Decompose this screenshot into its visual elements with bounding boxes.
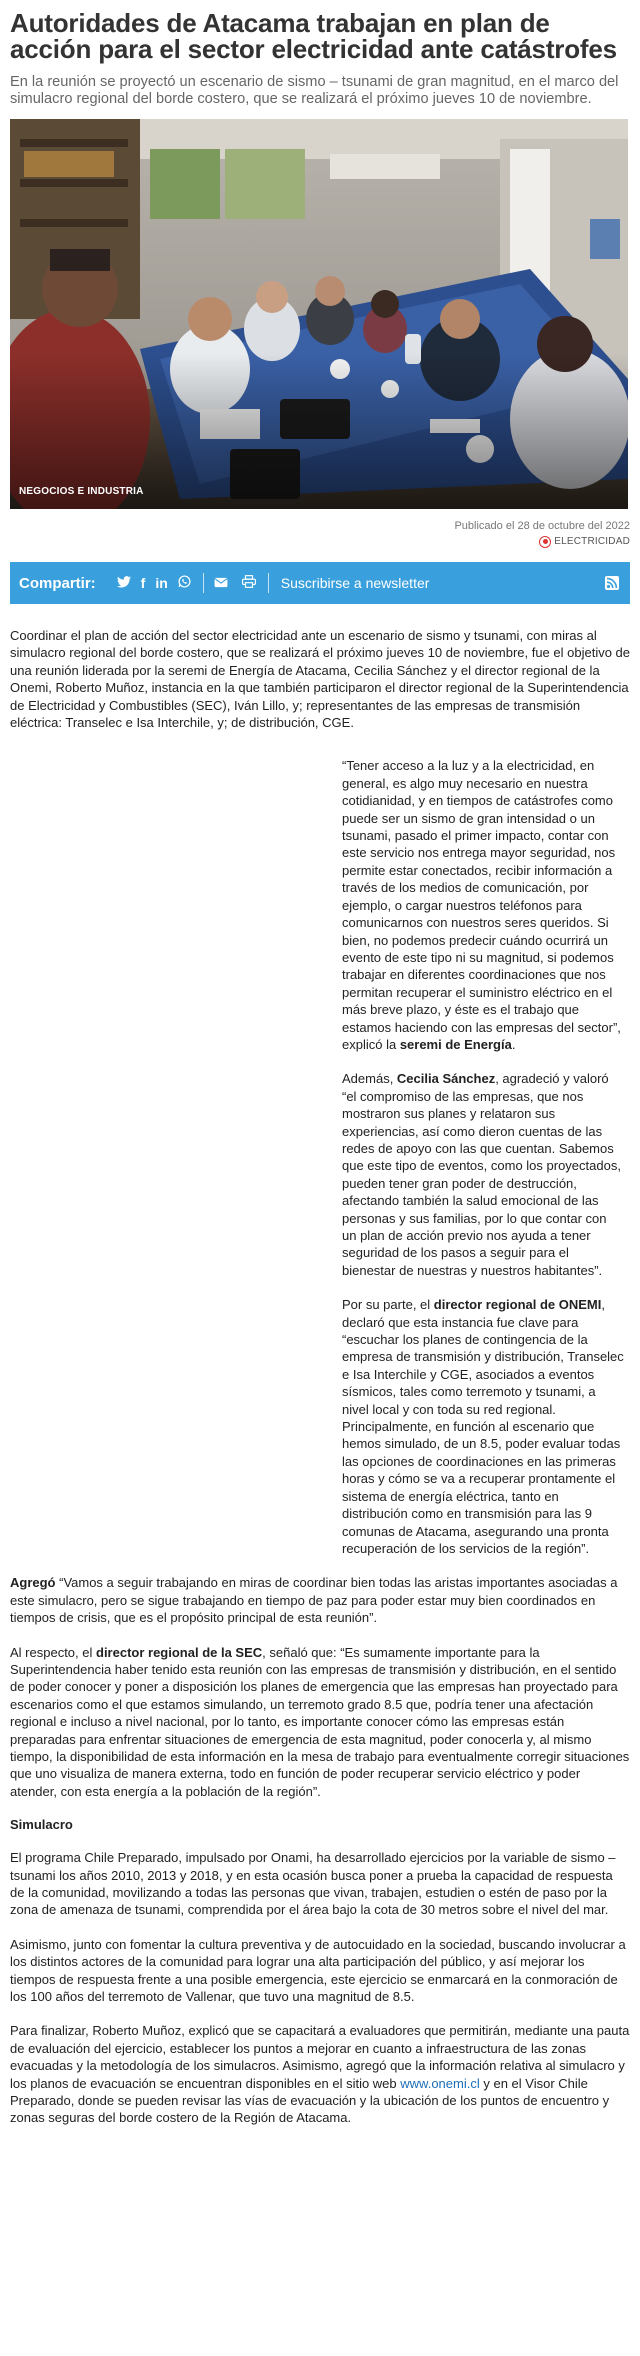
quote-3-text: , declaró que esta instancia fue clave para “escuchar los planes de contingencia de la empresa de transmisión y distribución, Transelec e Isa Interchile y CGE, asociados a eventos sísmicos, tales como terremoto y tsunami, a nivel local y con toda su red regional. Principalmente, en función al escenario que hemos simulado, de un 8.5, poder evaluar todas las opciones de coordinaciones en las primeras horas y cómo se va a recuperar prontamente el sistema de energía eléctrica, tanto en distribución como en transmisión para las 9 comunas de Atacama, asegurando una pronta recuperación de los servicios de la región”. bbox=[342, 1297, 624, 1556]
electricity-category-icon bbox=[539, 536, 551, 548]
quote-3-start: Por su parte, el bbox=[342, 1297, 434, 1313]
quote-2-text: , agradeció y valoró “el compromiso de las empresas, que nos mostraron sus planes y relataron sus experiencias, así como dieron cuentas de las redes de apoyo con las que cuentan. Sabemos que este tipo de eventos, como los proyectados, pueden tener gran poder de destrucción, afectando también la salud emocional de las personas y sus familias, por lo que contar con un plan de acción previo nos ayuda a tener seguridad de los pasos a seguir para el bienestar de nuestras y nuestros habitantes”. bbox=[342, 1071, 621, 1278]
section-title-simulacro: Simulacro bbox=[10, 1817, 73, 1833]
paragraph-agrego bbox=[10, 1574, 630, 1626]
quote-1-end: . bbox=[511, 1036, 516, 1052]
newsletter-link[interactable]: Suscribirse a newsletter bbox=[280, 575, 430, 591]
quote-column bbox=[342, 757, 624, 1557]
paragraph-final-end: y en el Visor Chile Preparado, donde se pueden revisar las vías de evacuación y la ubicación de los puntos de encuentro y zonas seguras del borde costero de la Región de Atacama. bbox=[10, 2075, 610, 2126]
quote-3-speaker: director regional de ONEMI bbox=[433, 1297, 602, 1313]
article-body-lower bbox=[10, 1574, 630, 2127]
share-tools bbox=[214, 575, 256, 591]
paragraph-agrego-text: “Vamos a seguir trabajando en miras de coordinar bien todas las aristas importantes asociadas a este simulacro, pero se sigue trabajando en tiempo de paz para poder estar muy bien coordinados en tiempos de crisis, que es el propósito principal de esta reunión”. bbox=[10, 1575, 618, 1626]
share-label: Compartir: bbox=[19, 574, 96, 592]
rss-icon[interactable] bbox=[605, 576, 619, 590]
article-meta bbox=[10, 519, 630, 549]
share-icons bbox=[117, 575, 191, 591]
article-title: Autoridades de Atacama trabajan en plan de acción para el sector electricidad ante catástrofes bbox=[10, 8, 617, 64]
paragraph-sec bbox=[10, 1644, 630, 1801]
share-divider-2 bbox=[268, 573, 269, 593]
article-subtitle: En la reunión se proyectó un escenario de sismo – tsunami de gran magnitud, en el marco del simulacro regional del borde costero, que se realizará el próximo jueves 10 de noviembre. bbox=[10, 74, 619, 107]
paragraph-sec-speaker: director regional de la SEC bbox=[96, 1644, 263, 1660]
quote-1-speaker: seremi de Energía bbox=[399, 1036, 512, 1052]
paragraph-sec-start: Al respecto, el bbox=[10, 1644, 96, 1660]
facebook-icon[interactable]: f bbox=[140, 575, 146, 591]
email-icon[interactable] bbox=[214, 575, 228, 591]
quote-2-speaker: Cecilia Sánchez bbox=[396, 1071, 496, 1087]
whatsapp-icon[interactable] bbox=[178, 575, 191, 591]
quote-paragraph-1 bbox=[342, 757, 624, 1053]
linkedin-icon[interactable]: in bbox=[155, 575, 168, 591]
category-tag[interactable] bbox=[539, 534, 630, 549]
paragraph-chile-preparado: El programa Chile Preparado, impulsado por Onami, ha desarrollado ejercicios por la variable de sismo – tsunami los años 2010, 2013 y 2018, y en esta ocasión busca poner a prueba la capacidad de respuesta de la comunidad, movilizando a todas las personas que vivan, trabajen, estudien o estén de paso por la zona de amenaza de tsunami, comprendida por el área bajo la cota de 30 metros sobre el nivel del mar. bbox=[10, 1850, 616, 1918]
share-bar bbox=[10, 562, 630, 604]
quote-paragraph-3 bbox=[342, 1296, 624, 1557]
paragraph-sec-text: , señaló que: “Es sumamente importante para la Superintendencia haber tenido esta reunión con las empresas de transmisión y distribución, en el sentido de poder conocer y poner a disposición los planes de emergencia que las empresas han proyectado para escenarios como el que estamos simulando, un terremoto grado 8.5 que, podría tener una afectación regional e incluso a nivel nacional, por lo tanto, es importante conocer cómo las empresas están preparadas para enfrentar situaciones de emergencia de esta magnitud, poder conocerla y, al mismo tiempo, la disponibilidad de esta información en la mesa de trabajo para eventualmente corregir situaciones que uno visualiza de manera externa, todo en función de poder recuperar servicio eléctrico y poder atender, con esta energía a la población de la región”. bbox=[10, 1644, 630, 1799]
paragraph-agrego-bold: Agregó bbox=[10, 1575, 56, 1591]
quote-2-start: Además, bbox=[342, 1071, 397, 1087]
intro-paragraph: Coordinar el plan de acción del sector electricidad ante un escenario de sismo y tsunami, con miras al simulacro regional del borde costero, que se realizará el próximo jueves 10 de noviembre, fue el objetivo de una reunión liderada por la seremi de Energía de Atacama, Cecilia Sánchez y el director regional de la Onemi, Roberto Muñoz, instancia en la que también participaron el director regional de la Superintendencia de Electricidad y Combustibles (SEC), Iván Lillo, y; representantes de las empresas de transmisión eléctrica: Transelec e Isa Interchile, y; de distribución, CGE. bbox=[10, 628, 631, 731]
paragraph-final bbox=[10, 2022, 630, 2126]
twitter-icon[interactable] bbox=[117, 575, 131, 591]
photo-category-badge[interactable]: NEGOCIOS E INDUSTRIA bbox=[19, 486, 144, 497]
paragraph-asimismo: Asimismo, junto con fomentar la cultura preventiva y de autocuidado en la sociedad, buscando involucrar a los distintos actores de la comunidad para lograr una alta participación del público, y así mejorar los tiempos de respuesta frente a una posible emergencia, este ejercicio se enmarcará en la conmoración de los 100 años del terremoto de Vallenar, que tuvo una magnitud de 8.5. bbox=[10, 1936, 626, 2005]
print-icon[interactable] bbox=[242, 575, 256, 591]
quote-1-text: “Tener acceso a la luz y a la electricidad, en general, es algo muy necesario en nuestra cotidianidad, y en tiempos de catástrofes como puede ser un sismo de gran intensidad o un tsunami, pasado el primer impacto, contar con este servicio nos entrega mayor seguridad, nos permite estar conectados, recibir información a través de los medios de comunicación, por ejemplo, o cargar nuestros teléfonos para comunicarnos con nuestros seres queridos. Si bien, no podemos predecir cuándo ocurrirá un evento de este tipo ni su magnitud, si podemos trabajar en diferentes coordinaciones que nos permitan recuperar el suministro eléctrico en el más breve plazo, y éste es el trabajo que estamos haciendo con las empresas del sector”, explicó la bbox=[342, 758, 621, 1052]
category-label[interactable]: ELECTRICIDAD bbox=[554, 536, 630, 547]
share-divider bbox=[203, 573, 204, 593]
publish-date: Publicado el 28 de octubre del 2022 bbox=[454, 520, 630, 532]
article-photo bbox=[10, 119, 628, 509]
onemi-link[interactable]: www.onemi.cl bbox=[400, 2075, 480, 2091]
paragraph-final-text: Para finalizar, Roberto Muñoz, explicó que se capacitará a evaluadores que permitirán, mediante una pauta de evaluación del ejercicio, establecer los puntos a mejorar en cuanto a infraestructura de las zonas evacuadas y la metodología de los simulacros. Asimismo, agregó que la información relativa al simulacro y los planos de evacuación se encuentran disponibles en el sitio web bbox=[10, 2023, 630, 2091]
quote-paragraph-2 bbox=[342, 1070, 624, 1279]
meeting-photo-illustration bbox=[10, 119, 628, 509]
